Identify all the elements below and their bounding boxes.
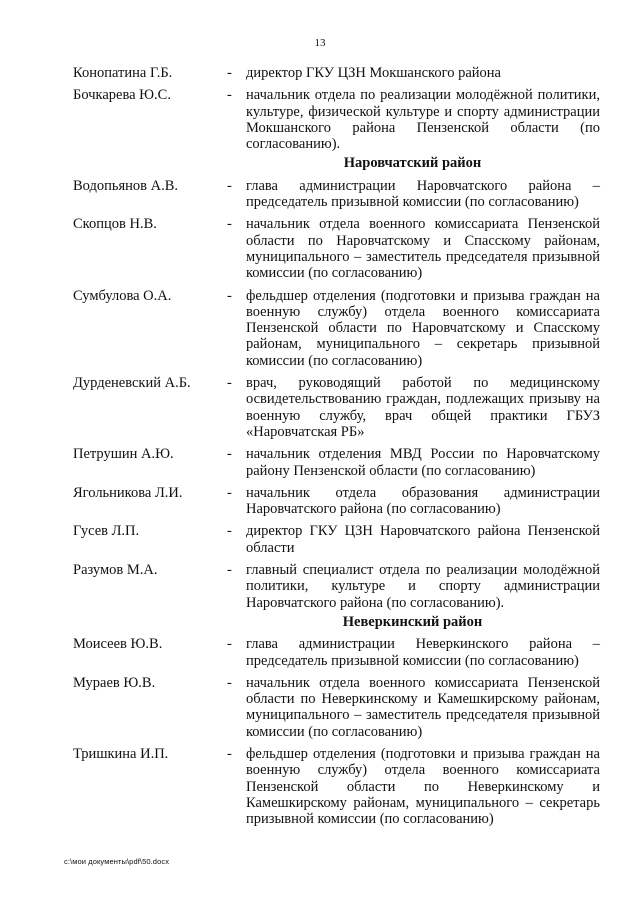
- person-name: Гусев Л.П.: [73, 523, 140, 540]
- person-name: Дурденевский А.Б.: [73, 375, 191, 392]
- list-item: [73, 636, 600, 669]
- list-item: [73, 288, 600, 369]
- person-name: Ягольникова Л.И.: [73, 484, 183, 501]
- person-position: фельдшер отделения (подготовки и призыва граждан на военную службу) отдела военного комиссариата Пензенской области по Наровчатскому и Спасскому районам, муниципального – секретарь призывной комиссии (по согласованию): [246, 287, 600, 369]
- dash: -: [227, 484, 232, 501]
- person-position: фельдшер отделения (подготовки и призыва граждан на военную службу) отдела военного комиссариата Пензенской области по Неверкинскому и Камешкирскому районам, муниципального – секретарь призывной комиссии (по согласованию): [246, 745, 600, 828]
- person-name: Конопатина Г.Б.: [73, 65, 173, 81]
- person-name: Тришкина И.П.: [73, 745, 169, 762]
- list-item: [73, 87, 600, 152]
- person-name: Бочкарева Ю.С.: [73, 87, 171, 104]
- dash: -: [227, 745, 232, 762]
- list-item: [73, 675, 600, 740]
- dash: -: [227, 636, 232, 653]
- person-name: Моисеев Ю.В.: [73, 636, 163, 653]
- list-item: [73, 746, 600, 827]
- person-position: глава администрации Неверкинского района – председатель призывной комиссии (по согласованию): [246, 636, 600, 669]
- person-name: Сумбулова О.А.: [73, 287, 172, 304]
- person-position: начальник отдела военного комиссариата Пензенской области по Наровчатскому и Спасскому районам, муниципального – заместитель председателя призывной комиссии (по согласованию): [246, 216, 600, 282]
- person-position: директор ГКУ ЦЗН Мокшанского района: [246, 65, 501, 81]
- section-title-narovchat: Наровчатский район: [343, 155, 482, 172]
- dash: -: [227, 65, 232, 81]
- person-position: глава администрации Наровчатского района – председатель призывной комиссии (по согласованию): [246, 177, 600, 211]
- dash: -: [227, 523, 232, 540]
- list-item: [73, 375, 600, 440]
- person-name: Мураев Ю.В.: [73, 674, 156, 691]
- dash: -: [227, 216, 232, 233]
- person-position: начальник отдела по реализации молодёжной политики, культуре, физической культуре и спорту администрации Мокшанского района Пензенской области (по согласованию).: [246, 87, 600, 153]
- person-name: Скопцов Н.В.: [73, 216, 157, 233]
- person-position: главный специалист отдела по реализации молодёжной политики, культуре и спорту администрации Наровчатского района (по согласованию).: [246, 562, 600, 611]
- dash: -: [227, 375, 232, 392]
- person-position: директор ГКУ ЦЗН Наровчатского района Пензенской области: [246, 523, 600, 556]
- person-position: начальник отдела военного комиссариата Пензенской области по Неверкинскому и Камешкирскому районам, муниципального – заместитель председателя призывной комиссии (по согласованию): [246, 674, 600, 740]
- person-position: врач, руководящий работой по медицинскому освидетельствованию граждан, подлежащих призыву на военную службу, врач общей практики ГБУЗ «Наровчатская РБ»: [246, 375, 600, 440]
- dash: -: [227, 287, 232, 304]
- list-item: [73, 178, 600, 211]
- list-item: [73, 562, 600, 611]
- list-item: [73, 485, 600, 518]
- dash: -: [227, 674, 232, 691]
- list-item: [73, 523, 600, 556]
- person-position: начальник отделения МВД России по Наровчатскому району Пензенской области (по согласованию): [246, 446, 600, 479]
- person-name: Петрушин А.Ю.: [73, 446, 174, 463]
- commission-list: [73, 65, 600, 827]
- dash: -: [227, 446, 232, 463]
- person-name: Разумов М.А.: [73, 562, 158, 579]
- person-name: Водопьянов А.В.: [73, 177, 179, 194]
- section-title-neverkino: Неверкинский район: [342, 613, 483, 630]
- dash: -: [227, 87, 232, 104]
- page-number: 13: [314, 37, 326, 49]
- list-item: [73, 216, 600, 281]
- list-item: [73, 65, 600, 81]
- person-position: начальник отдела образования администрации Наровчатского района (по согласованию): [246, 484, 600, 518]
- dash: -: [227, 562, 232, 579]
- list-item: [73, 446, 600, 479]
- file-path-footer: c:\мои документы\pdf\50.docx: [64, 857, 170, 866]
- dash: -: [227, 177, 232, 194]
